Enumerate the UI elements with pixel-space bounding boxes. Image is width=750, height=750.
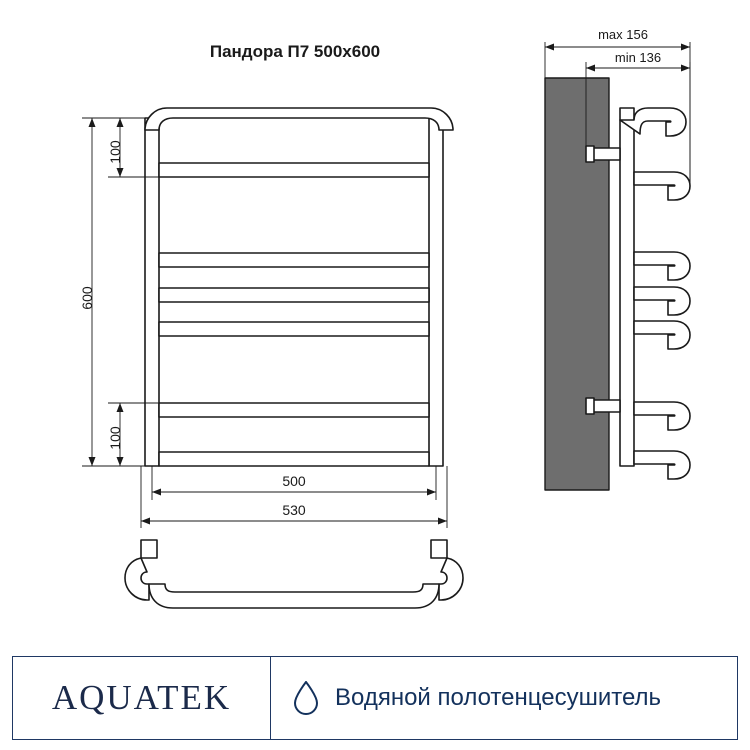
side-wall-connector-bottom (586, 398, 620, 414)
page-title: Пандора П7 500х600 (209, 42, 381, 61)
side-arm-5 (634, 402, 690, 430)
front-left-post (145, 118, 159, 466)
front-rung-7 (159, 452, 429, 466)
footer-banner (12, 656, 738, 740)
front-rung-4 (159, 288, 429, 302)
side-arm-1 (634, 172, 690, 200)
dim-spacing-bottom: 100 (107, 426, 123, 450)
bottom-connector-loop (125, 540, 463, 608)
side-arm-2 (634, 252, 690, 280)
dim-depth-max: max 156 (598, 27, 648, 42)
dim-height-total: 600 (79, 286, 95, 310)
dim-width-inner: 500 (282, 473, 306, 489)
front-right-post (429, 118, 443, 466)
front-rung-2 (159, 163, 429, 177)
side-arm-6 (634, 451, 690, 479)
water-drop-icon (293, 681, 319, 715)
brand-logo-text: AQUATEK (51, 678, 232, 717)
front-rung-3 (159, 253, 429, 267)
front-rung-5 (159, 322, 429, 336)
footer-tagline: Водяной полотенцесушитель (335, 684, 662, 711)
dim-width-outer: 530 (282, 502, 306, 518)
side-arm-3 (634, 287, 690, 315)
front-rung-6 (159, 403, 429, 417)
brand-cell (13, 657, 271, 739)
side-vertical-post (620, 108, 634, 466)
dim-spacing-top: 100 (107, 140, 123, 164)
side-wall-panel (545, 78, 609, 490)
side-wall-connector-top (586, 146, 620, 162)
side-arm-4 (634, 321, 690, 349)
tagline-cell (271, 657, 737, 739)
front-top-bar (145, 108, 453, 130)
dim-depth-min: min 136 (614, 50, 662, 65)
